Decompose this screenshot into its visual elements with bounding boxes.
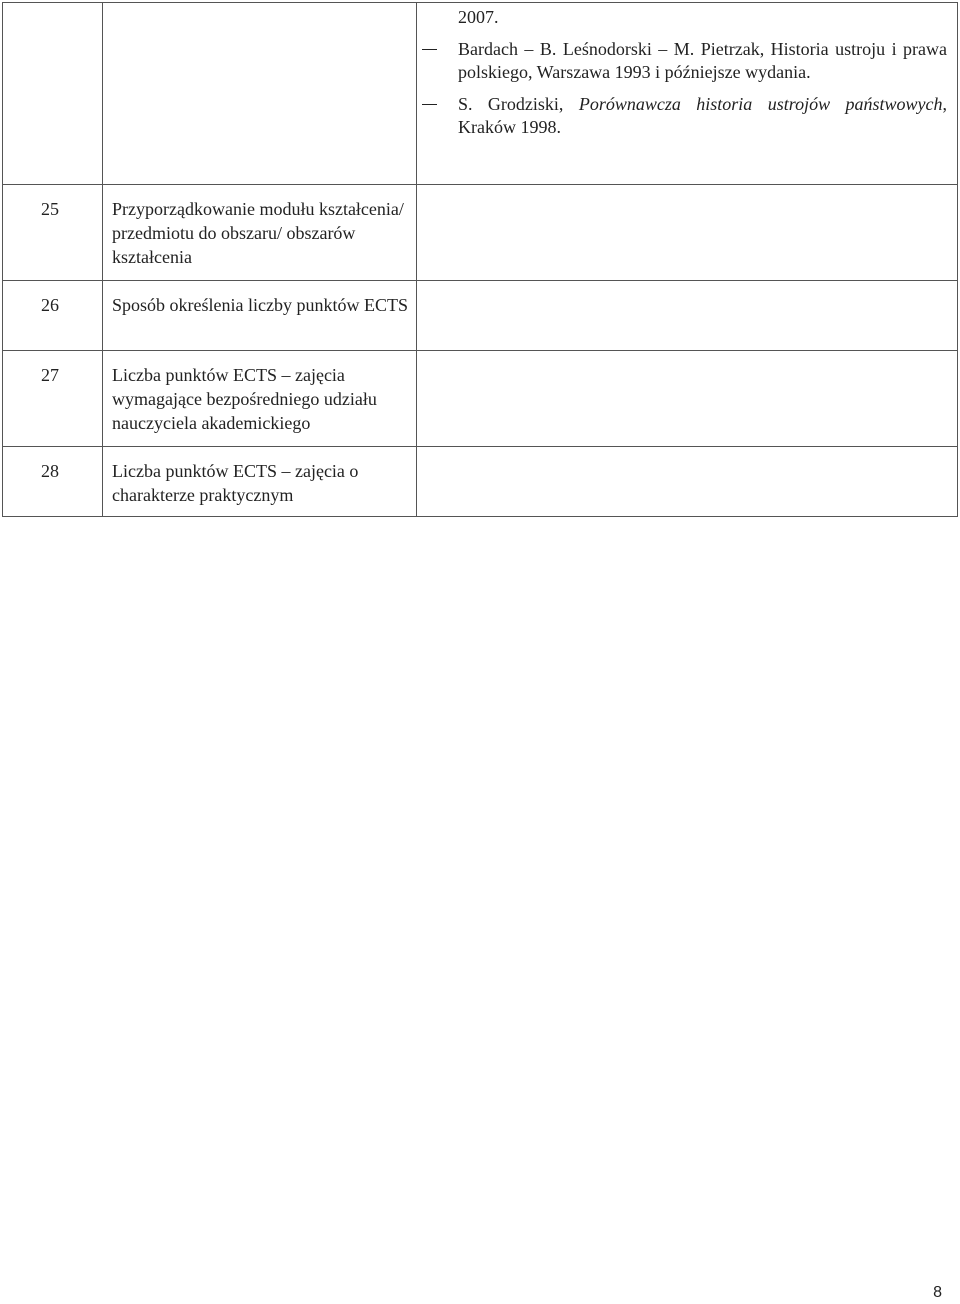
syllabus-table xyxy=(2,2,958,517)
literature-cell xyxy=(417,3,958,185)
row-value xyxy=(417,447,958,517)
table-row-literature xyxy=(3,3,958,185)
literature-entry xyxy=(458,38,947,84)
row-label-cell xyxy=(103,3,417,185)
dash-bullet-icon xyxy=(422,49,437,50)
dash-bullet-icon xyxy=(422,104,437,105)
literature-entry xyxy=(458,93,947,139)
row-number: 28 xyxy=(3,447,103,517)
literature-author: S. Grodziski, xyxy=(458,94,579,114)
page-number: 8 xyxy=(933,1284,942,1301)
table-row xyxy=(3,447,958,517)
row-label: Liczba punktów ECTS – zajęcia o charakterze praktycznym xyxy=(103,447,417,517)
literature-entry-text xyxy=(458,94,947,137)
literature-publication: , Kraków 1998. xyxy=(458,94,947,137)
row-value xyxy=(417,185,958,281)
literature-year-continuation: 2007. xyxy=(458,7,499,27)
row-number: 26 xyxy=(3,281,103,351)
row-number: 27 xyxy=(3,351,103,447)
row-label: Liczba punktów ECTS – zajęcia wymagające bezpośredniego udziału nauczyciela akademickiego xyxy=(103,351,417,447)
table-row xyxy=(3,351,958,447)
row-value xyxy=(417,281,958,351)
table-row xyxy=(3,281,958,351)
literature-entry-text: Bardach – B. Leśnodorski – M. Pietrzak, Historia ustroju i prawa polskiego, Warszawa 1993 i późniejsze wydania. xyxy=(458,39,947,82)
row-label: Przyporządkowanie modułu kształcenia/ przedmiotu do obszaru/ obszarów kształcenia xyxy=(103,185,417,281)
row-value xyxy=(417,351,958,447)
row-number-cell xyxy=(3,3,103,185)
literature-title: Porównawcza historia ustrojów państwowych xyxy=(578,94,943,114)
row-label: Sposób określenia liczby punktów ECTS xyxy=(103,281,417,351)
row-number: 25 xyxy=(3,185,103,281)
table-row xyxy=(3,185,958,281)
